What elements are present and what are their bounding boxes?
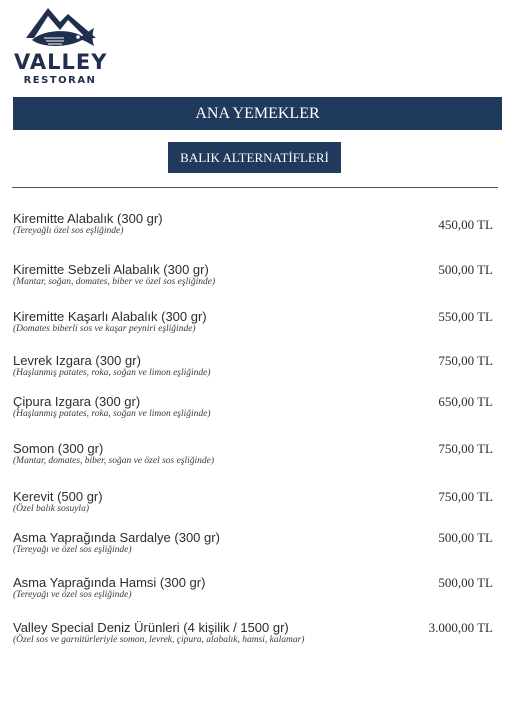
- menu-item: [13, 211, 493, 251]
- item-name: Asma Yaprağında Hamsi (300 gr): [13, 575, 206, 590]
- menu-item: [13, 353, 493, 393]
- fish-alternatives-header: BALIK ALTERNATİFLERİ: [168, 142, 341, 173]
- item-name: Somon (300 gr): [13, 441, 104, 456]
- item-name: Levrek Izgara (300 gr): [13, 353, 141, 368]
- menu-item: [13, 441, 493, 481]
- item-price: 3.000,00 TL: [428, 620, 493, 635]
- menu-item: [13, 620, 493, 660]
- item-description: (Tereyağlı özel sos eşliğinde): [13, 226, 124, 236]
- item-name: Kiremitte Alabalık (300 gr): [13, 211, 163, 226]
- menu-item: [13, 262, 493, 302]
- item-description: (Domates biberli sos ve kaşar peyniri eşliğinde): [13, 324, 196, 334]
- menu-item: [13, 394, 493, 434]
- menu-item: [13, 309, 493, 349]
- menu-item: [13, 489, 493, 529]
- item-price: 500,00 TL: [438, 530, 493, 545]
- item-description: (Haşlanmış patates, roka, soğan ve limon eşliğinde): [13, 409, 211, 419]
- mountain-fish-logo-icon: [24, 4, 98, 54]
- brand-subtitle: RESTORAN: [23, 75, 97, 86]
- menu-item: [13, 575, 493, 615]
- item-price: 750,00 TL: [438, 441, 493, 456]
- item-description: (Özel sos ve garnitürleriyle somon, levrek, çipura, alabalık, hamsi, kalamar): [13, 635, 305, 645]
- item-name: Asma Yaprağında Sardalye (300 gr): [13, 530, 220, 545]
- menu-item: [13, 530, 493, 570]
- item-name: Kerevit (500 gr): [13, 489, 103, 504]
- item-description: (Mantar, domates, biber, soğan ve özel sos eşliğinde): [13, 456, 215, 466]
- item-price: 650,00 TL: [438, 394, 493, 409]
- item-name: Kiremitte Sebzeli Alabalık (300 gr): [13, 262, 209, 277]
- item-price: 550,00 TL: [438, 309, 493, 324]
- item-price: 750,00 TL: [438, 489, 493, 504]
- item-price: 500,00 TL: [438, 575, 493, 590]
- main-courses-header: ANA YEMEKLER: [13, 97, 502, 130]
- item-description: (Tereyağı ve özel sos eşliğinde): [13, 545, 132, 555]
- item-name: Çipura Izgara (300 gr): [13, 394, 141, 409]
- item-description: (Haşlanmış patates, roka, soğan ve limon eşliğinde): [13, 368, 211, 378]
- item-price: 500,00 TL: [438, 262, 493, 277]
- item-description: (Özel balık sosuyla): [13, 504, 89, 514]
- item-price: 450,00 TL: [438, 217, 493, 232]
- item-description: (Tereyağı ve özel sos eşliğinde): [13, 590, 132, 600]
- item-name: Kiremitte Kaşarlı Alabalık (300 gr): [13, 309, 207, 324]
- brand-name: VALLEY: [14, 50, 108, 74]
- item-name: Valley Special Deniz Ürünleri (4 kişilik / 1500 gr): [13, 620, 289, 635]
- item-price: 750,00 TL: [438, 353, 493, 368]
- item-description: (Mantar, soğan, domates, biber ve özel sos eşliğinde): [13, 277, 216, 287]
- divider: [12, 187, 498, 188]
